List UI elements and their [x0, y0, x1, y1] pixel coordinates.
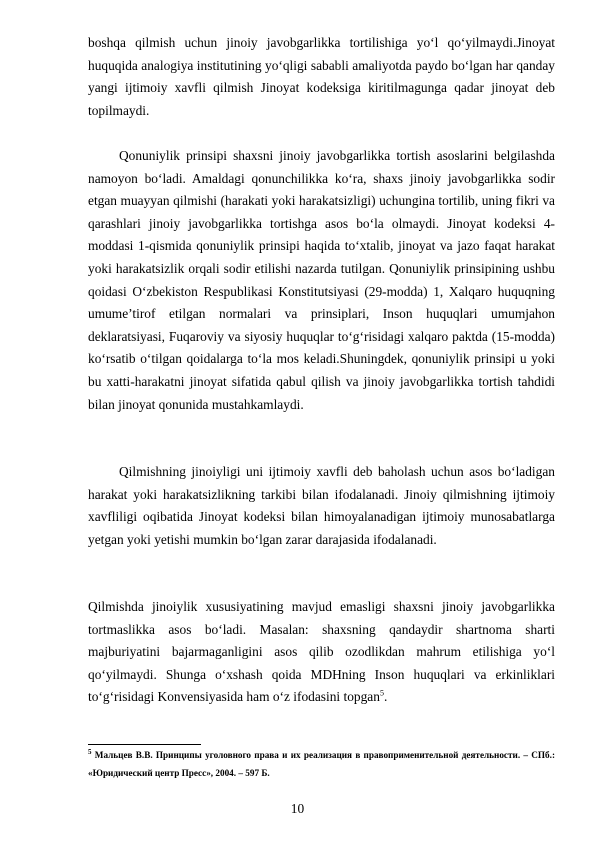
paragraph-text: Qilmishda jinoiylik xususiyatining mavjud emasligi shaxsni jinoiy javobgarlikka tortmaslikka asos bo‘ladi. Masalan: shaxsning qandaydir shartnoma sharti majburiyatini bajarmaganligini asos qilib ozodlikdan mahrum etilishiga yo‘l qo‘yilmaydi. Shunga o‘xshash qoida MDHning Inson huquqlari va erkinliklari to‘g‘risidagi Konvensiyasida ham o‘z ifodasini topgan: [88, 599, 555, 705]
footnote-text: Мальцев В.В. Принципы уголовного права и их реализация в правоприменительной деятельности. – СПб.: «Юридический центр Пресс», 2004. – 597 Б.: [88, 750, 556, 778]
paragraph-text: Qilmishning jinoiyligi uni ijtimoiy xavfli deb baholash uchun asos bo‘ladigan harakat yoki harakatsizlikning tarkibi bilan ifodalanadi. Jinoiy qilmishning ijtimoiy xavfliligi oqibatida Jinoyat kodeksi bilan himoyalanadigan ijtimoiy munosabatlarga yetgan yoki yetishi mumkin bo‘lgan zarar darajasida ifodalanadi.: [88, 464, 555, 547]
footnote-separator: [88, 744, 201, 745]
paragraph-text: boshqa qilmish uchun jinoiy javobgarlikka tortilishiga yo‘l qo‘yilmaydi.Jinoyat huquqida analogiya institutining yo‘qligi sababli amaliyotda paydo bo‘lgan har qanday yangi ijtimoiy xavfli qilmish Jinoyat kodeksiga kiritilmagunga qadar jinoyat deb topilmaydi.: [88, 35, 555, 118]
paragraph-text: Qonuniylik prinsipi shaxsni jinoiy javobgarlikka tortish asoslarini belgilashda namoyon bo‘ladi. Amaldagi qonunchilikka ko‘ra, shaxs jinoiy javobgarlikka sodir etgan muayyan qilmishi (harakati yoki harakatsizligi) uchungina tortilib, uning fikri va qarashlari jinoiy javobgarlikka tortishga asos bo‘la olmaydi. Jinoyat kodeksi 4-moddasi 1-qismida qonuniylik prinsipi haqida to‘xtalib, jinoyat va jazo faqat harakat yoki harakatsizlik orqali sodir etilishi nazarda tutilgan. Qonuniylik prinsipining ushbu qoidasi O‘zbekiston Respublikasi Konstitutsiyasi (29-modda) 1, Xalqaro huquqning umume’tirof etilgan normalari va prinsiplari, Inson huquqlari umumjahon deklaratsiyasi, Fuqaroviy va siyosiy huquqlar to‘g‘risidagi xalqaro paktda (15-modda) ko‘rsatib o‘tilgan qoidalarga to‘la mos keladi.Shuningdek, qonuniylik prinsipi u yoki bu xatti-harakatni jinoyat sifatida qabul qilish va jinoiy javobgarlikka tortish tahdidi bilan jinoyat qonunida mustahkamlaydi.: [88, 148, 555, 412]
page-number: 10: [290, 801, 305, 816]
paragraph-continuation: [88, 32, 555, 122]
footnote-marker: 5: [88, 747, 92, 756]
paragraph-legality-principle: [88, 145, 555, 416]
footnote: [88, 746, 555, 782]
footnote-reference[interactable]: 5: [379, 688, 384, 698]
paragraph-criminality-of-act: [88, 461, 555, 551]
paragraph-absence-of-criminality: Qilmishda jinoiylik xususiyatining mavjud emasligi shaxsni jinoiy javobgarlikka tortmaslikka asos bo‘ladi. Masalan: shaxsning qandaydir shartnoma sharti majburiyatini bajarmaganligini asos qilib ozodlikdan mahrum etilishiga yo‘l qo‘yilmaydi. Shunga o‘xshash qoida MDHning Inson huquqlari va erkinliklari to‘g‘risidagi Konvensiyasida ham o‘z ifodasini topgan$^5$.: [88, 599, 555, 705]
